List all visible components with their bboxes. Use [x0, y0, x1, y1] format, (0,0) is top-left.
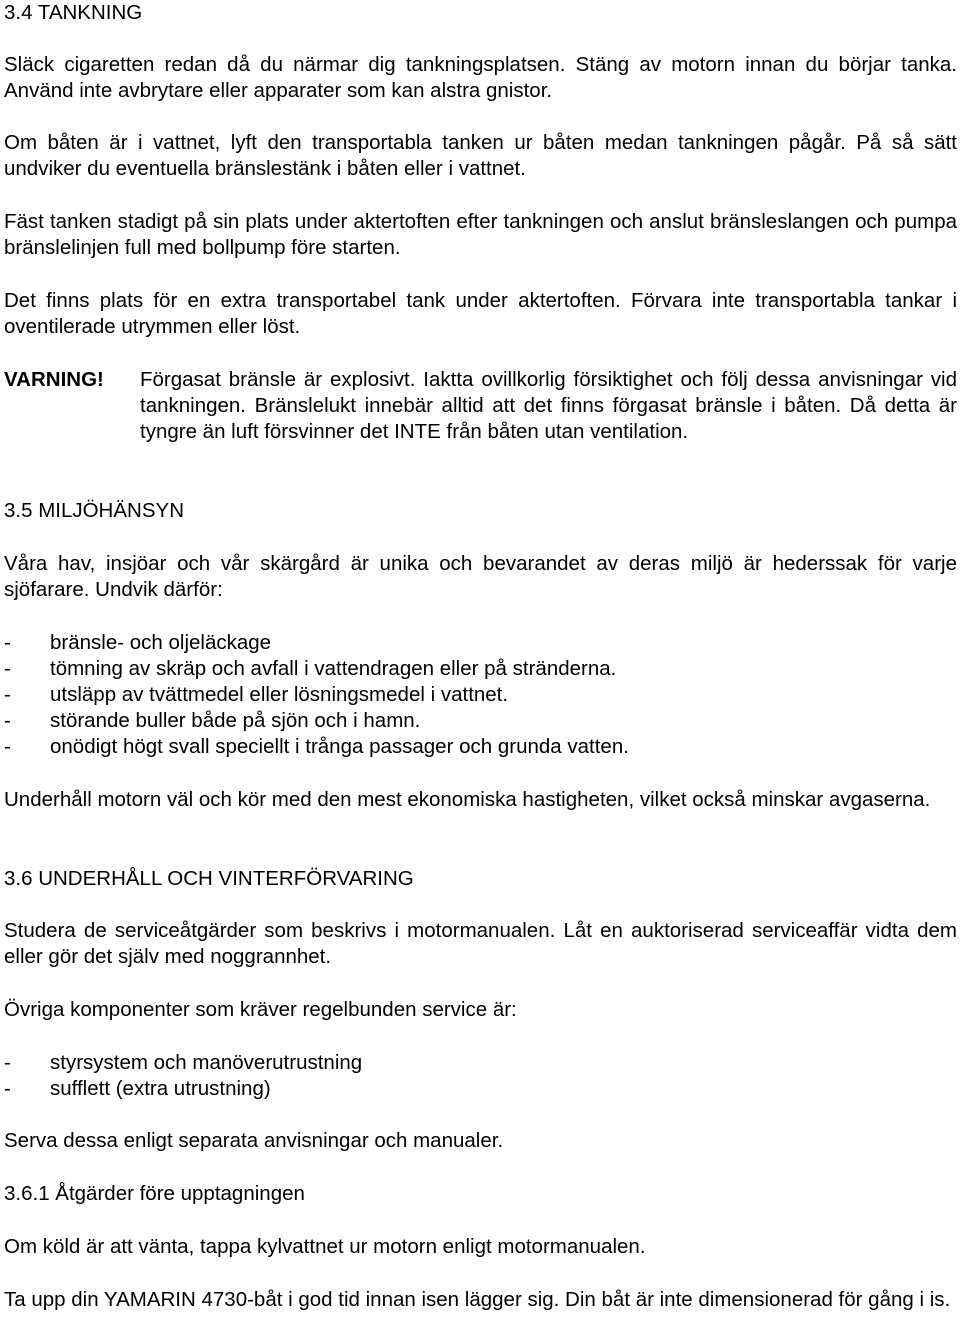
- list-marker: -: [4, 709, 11, 732]
- paragraph: Ta upp din YAMARIN 4730-båt i god tid innan isen lägger sig. Din båt är inte dimensionerad för gång i is.: [4, 1288, 951, 1311]
- section-heading-3-5: 3.5 MILJÖHÄNSYN: [4, 499, 184, 522]
- warning-label: VARNING!: [4, 368, 104, 391]
- paragraph: Om köld är att vänta, tappa kylvattnet ur motorn enligt motormanualen.: [4, 1235, 646, 1258]
- warning-text: Förgasat bränsle är explosivt. Iaktta ovillkorlig försiktighet och följ dessa anvisningar vid tankningen. Bränslelukt innebär alltid att det finns förgasat bränsle i båten. Då detta är tyngre än luft försvinner det INTE från båten utan ventilation.: [140, 368, 957, 443]
- subsection-heading-3-6-1: 3.6.1 Åtgärder före upptagningen: [4, 1182, 305, 1205]
- list-item-text: störande buller både på sjön och i hamn.: [50, 709, 421, 732]
- list-item-text: utsläpp av tvättmedel eller lösningsmedel i vattnet.: [50, 683, 509, 706]
- paragraph: Serva dessa enligt separata anvisningar och manualer.: [4, 1129, 504, 1152]
- list-item: [4, 1076, 957, 1102]
- paragraph: Våra hav, insjöar och vår skärgård är unika och bevarandet av deras miljö är hederssak för varje sjöfarare. Undvik därför:: [4, 552, 957, 601]
- paragraph: Underhåll motorn väl och kör med den mest ekonomiska hastigheten, vilket också minskar avgaserna.: [4, 788, 931, 811]
- list-item-text: sufflett (extra utrustning): [50, 1077, 271, 1100]
- list-item-text: bränsle- och oljeläckage: [50, 631, 272, 654]
- section-heading-3-6: 3.6 UNDERHÅLL OCH VINTERFÖRVARING: [4, 867, 414, 890]
- list-item: [4, 708, 957, 734]
- list-item: [4, 1050, 957, 1076]
- list-marker: -: [4, 1077, 11, 1100]
- section-heading-3-4: 3.4 TANKNING: [4, 1, 143, 24]
- list-item: [4, 630, 957, 656]
- paragraph: Fäst tanken stadigt på sin plats under aktertoften efter tankningen och anslut bränsleslangen och pumpa bränslelinjen full med bollpump före starten.: [4, 210, 957, 259]
- list-item: [4, 682, 957, 708]
- list-marker: -: [4, 683, 11, 706]
- paragraph: Studera de serviceåtgärder som beskrivs i motormanualen. Låt en auktoriserad serviceaffär vidta dem eller gör det själv med noggrannhet.: [4, 919, 957, 968]
- paragraph: Om båten är i vattnet, lyft den transportabla tanken ur båten medan tankningen pågår. På så sätt undviker du eventuella bränslestänk i båten eller i vattnet.: [4, 131, 957, 180]
- list-marker: -: [4, 631, 11, 654]
- paragraph: Övriga komponenter som kräver regelbunden service är:: [4, 998, 517, 1021]
- list-item: [4, 656, 957, 682]
- paragraph: Det finns plats för en extra transportabel tank under aktertoften. Förvara inte transportabla tankar i oventilerade utrymmen eller löst.: [4, 289, 957, 338]
- list-item-text: onödigt högt svall speciellt i trånga passager och grunda vatten.: [50, 735, 629, 758]
- paragraph: Släck cigaretten redan då du närmar dig tankningsplatsen. Stäng av motorn innan du börjar tanka. Använd inte avbrytare eller apparater som kan alstra gnistor.: [4, 53, 957, 102]
- list-item-text: tömning av skräp och avfall i vattendragen eller på stränderna.: [50, 657, 617, 680]
- list-marker: -: [4, 735, 11, 758]
- list-marker: -: [4, 1051, 11, 1074]
- list-item-text: styrsystem och manöverutrustning: [50, 1051, 363, 1074]
- list-item: [4, 734, 957, 760]
- list-marker: -: [4, 657, 11, 680]
